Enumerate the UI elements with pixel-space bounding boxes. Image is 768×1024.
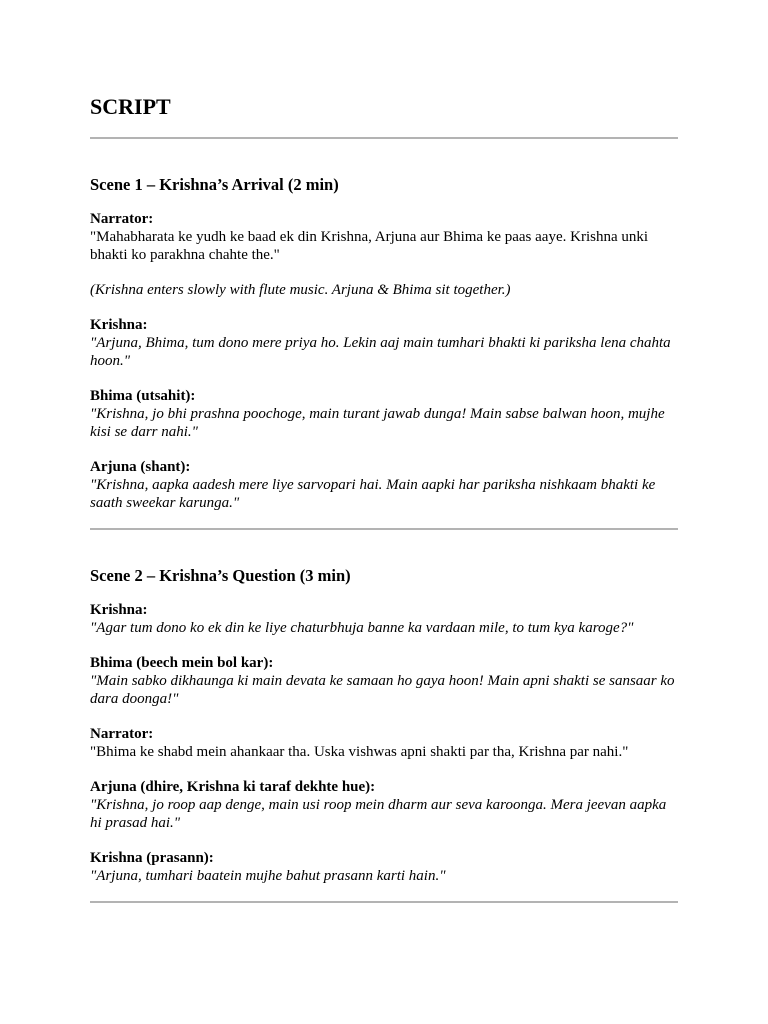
dialogue-block — [90, 601, 680, 637]
dialogue-block — [90, 654, 680, 708]
dialogue-text: "Krishna, jo bhi prashna poochoge, main turant jawab dunga! Main sabse balwan hoon, mujhe kisi se darr nahi." — [90, 406, 665, 440]
speaker-label: Krishna: — [90, 317, 148, 333]
dialogue-text: "Krishna, aapka aadesh mere liye sarvopari hai. Main aapki har pariksha nishkaam bhakti ke saath sweekar karunga." — [90, 477, 656, 511]
scene-heading: Scene 2 – Krishna’s Question (3 min) — [90, 566, 351, 585]
dialogue-block — [90, 458, 680, 512]
page-title: SCRIPT — [90, 94, 171, 119]
dialogue-text: "Agar tum dono ko ek din ke liye chaturbhuja banne ka vardaan mile, to tum kya karoge?" — [90, 620, 634, 636]
speaker-label: Krishna: — [90, 602, 148, 618]
dialogue-text: "Mahabharata ke yudh ke baad ek din Krishna, Arjuna aur Bhima ke paas aaye. Krishna unki bhakti ko parakhna chahte the." — [90, 229, 649, 263]
script-page — [90, 0, 680, 903]
speaker-label: Narrator: — [90, 726, 154, 742]
dialogue-text: "Bhima ke shabd mein ahankaar tha. Uska vishwas apni shakti par tha, Krishna par nahi." — [90, 744, 629, 760]
dialogue-block — [90, 210, 680, 264]
speaker-label: Narrator: — [90, 211, 154, 227]
speaker-label: Arjuna (dhire, Krishna ki taraf dekhte hue): — [90, 779, 376, 795]
scene-1 — [90, 174, 680, 512]
speaker-label: Bhima (utsahit): — [90, 388, 196, 404]
speaker-label: Arjuna (shant): — [90, 459, 191, 475]
speaker-label: Krishna (prasann): — [90, 850, 214, 866]
dialogue-block — [90, 778, 680, 832]
scene-divider — [90, 528, 678, 530]
dialogue-text: "Main sabko dikhaunga ki main devata ke samaan ho gaya hoon! Main apni shakti se sansaar ko dara doonga!" — [90, 673, 675, 707]
dialogue-block — [90, 316, 680, 370]
dialogue-block — [90, 849, 680, 885]
dialogue-text: "Arjuna, Bhima, tum dono mere priya ho. Lekin aaj main tumhari bhakti ki pariksha lena chahta hoon." — [90, 335, 671, 369]
stage-direction: (Krishna enters slowly with flute music. Arjuna & Bhima sit together.) — [90, 282, 511, 298]
dialogue-text: "Krishna, jo roop aap denge, main usi roop mein dharm aur seva karoonga. Mera jeevan aapka hi prasad hai." — [90, 797, 667, 831]
scene-heading: Scene 1 – Krishna’s Arrival (2 min) — [90, 175, 339, 194]
title-divider — [90, 137, 678, 139]
dialogue-block — [90, 725, 680, 761]
speaker-label: Bhima (beech mein bol kar): — [90, 655, 274, 671]
dialogue-block — [90, 387, 680, 441]
scene-divider — [90, 901, 678, 903]
scene-2 — [90, 565, 680, 885]
dialogue-text: "Arjuna, tumhari baatein mujhe bahut prasann karti hain." — [90, 868, 446, 884]
